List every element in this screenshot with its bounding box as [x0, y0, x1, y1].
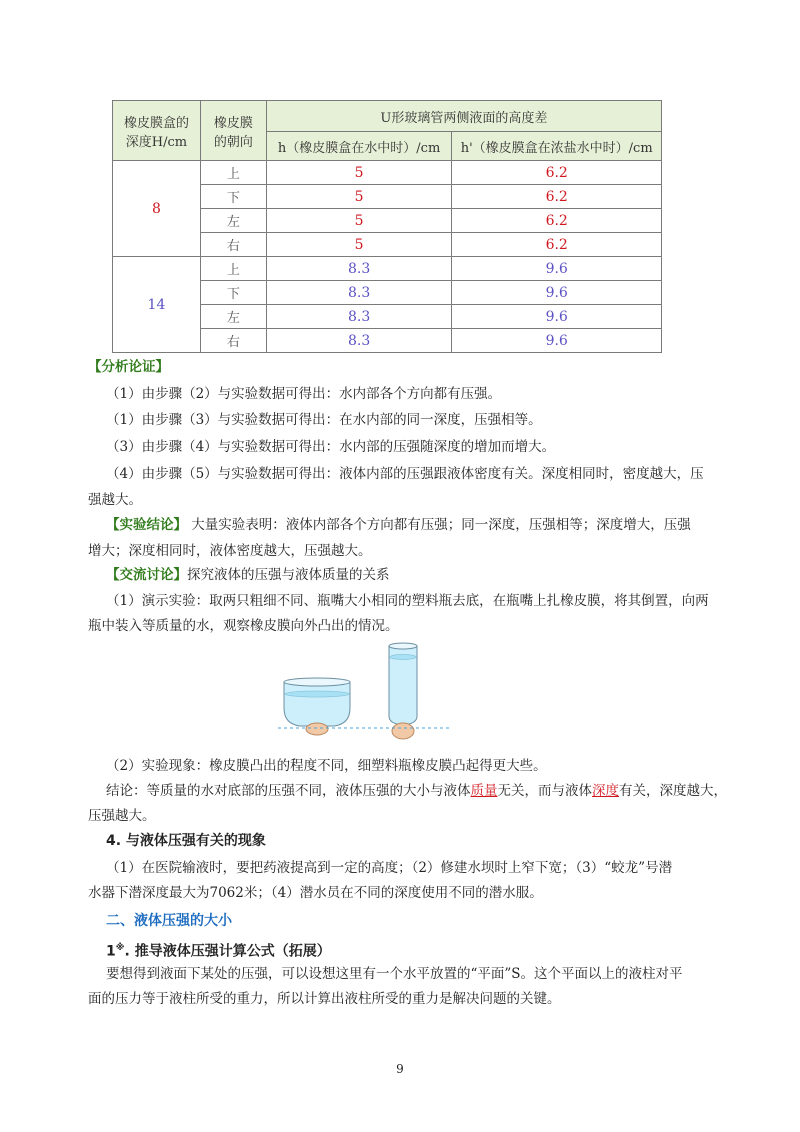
h2-cell: 9.6: [452, 305, 662, 329]
discussion-tag: 【交流讨论】: [106, 567, 187, 583]
direction-cell: 左: [200, 209, 266, 233]
direction-cell: 下: [200, 185, 266, 209]
direction-cell: 右: [200, 233, 266, 257]
conclusion-text-1: 大量实验表明：液体内部各个方向都有压强；同一深度，压强相等；深度增大，压强: [191, 517, 691, 533]
page-number: 9: [396, 1062, 404, 1076]
conclusion-line-1: [106, 514, 746, 536]
narrow-bottle: [389, 643, 417, 739]
analysis-item-4-cont: 强越大。: [88, 492, 142, 508]
analysis-item-3: （3）由步骤（4）与实验数据可得出：水内部的压强随深度的增加而增大。: [106, 439, 556, 455]
h-cell: 8.3: [266, 257, 452, 281]
analysis-heading: [88, 356, 728, 378]
phenomenon-line: （2）实验现象：橡皮膜凸出的程度不同，细塑料瓶橡皮膜凸起得更大些。: [106, 758, 547, 774]
direction-cell: 右: [200, 329, 266, 353]
discussion-title: 探究液体的压强与液体质量的关系: [187, 567, 390, 583]
pressure-data-table: [112, 100, 662, 353]
discussion-conclusion-2: 压强越大。: [88, 808, 156, 824]
conclusion-text-b: 无关，而与液体: [497, 783, 592, 799]
header-height-diff: U形玻璃管两侧液面的高度差: [266, 101, 661, 132]
demo-line-1: （1）演示实验：取两只粗细不同、瓶嘴大小相同的塑料瓶去底，在瓶嘴上扎橡皮膜，将其倒置，向两: [106, 593, 709, 609]
analysis-item-1: （1）由步骤（2）与实验数据可得出：水内部各个方向都有压强。: [106, 386, 502, 402]
section-1-number: 1: [106, 943, 116, 960]
conclusion-line-2: 增大；深度相同时，液体密度越大，压强越大。: [88, 543, 372, 559]
h2-cell: 9.6: [452, 329, 662, 353]
bottles-illustration: [276, 640, 456, 740]
header-h-water: h（橡皮膜盒在水中时）/cm: [266, 132, 452, 161]
section-4-line-1: （1）在医院输液时，要把药液提高到一定的高度；（2）修建水坝时上窄下宽；（3）“蛟龙”号潜: [106, 860, 673, 876]
analysis-tag: 【分析论证】: [88, 359, 169, 375]
header-direction: 橡皮膜的朝向: [200, 101, 266, 161]
h2-cell: 6.2: [452, 209, 662, 233]
table-row: [113, 161, 662, 185]
underlined-mass: 质量: [470, 783, 498, 799]
h-cell: 8.3: [266, 329, 452, 353]
direction-cell: 上: [200, 257, 266, 281]
h-cell: 5: [266, 161, 452, 185]
h-cell: 5: [266, 233, 452, 257]
section-1-line-2: 面的压力等于液柱所受的重力，所以计算出液柱所受的重力是解决问题的关键。: [88, 991, 561, 1007]
header-h-brine: h'（橡皮膜盒在浓盐水中时）/cm: [452, 132, 662, 161]
h-cell: 5: [266, 209, 452, 233]
demo-line-2: 瓶中装入等质量的水，观察橡皮膜向外凸出的情况。: [88, 618, 399, 634]
section-1-text: . 推导液体压强计算公式（拓展）: [124, 943, 331, 960]
h-cell: 8.3: [266, 305, 452, 329]
h2-cell: 6.2: [452, 233, 662, 257]
depth-cell: 8: [113, 161, 201, 257]
discussion-conclusion-1: [106, 780, 746, 802]
section-1-line-1: 要想得到液面下某处的压强，可以设想这里有一个水平放置的“平面”S。这个平面以上的液柱对平: [106, 966, 683, 982]
section-1-mark: ※: [115, 943, 125, 953]
underlined-depth: 深度: [592, 783, 619, 799]
section-4-line-2: 水器下潜深度最大为7062米；（4）潜水员在不同的深度使用不同的潜水服。: [88, 885, 543, 901]
analysis-item-2: （1）由步骤（3）与实验数据可得出：在水内部的同一深度，压强相等。: [106, 412, 542, 428]
conclusion-tag: 【实验结论】: [106, 517, 187, 533]
h-cell: 5: [266, 185, 452, 209]
header-depth: 橡皮膜盒的深度H/cm: [113, 101, 201, 161]
direction-cell: 上: [200, 161, 266, 185]
h2-cell: 9.6: [452, 281, 662, 305]
discussion-heading: [106, 564, 746, 586]
direction-cell: 下: [200, 281, 266, 305]
depth-cell: 14: [113, 257, 201, 353]
direction-cell: 左: [200, 305, 266, 329]
h2-cell: 6.2: [452, 185, 662, 209]
table-row: [113, 257, 662, 281]
h2-cell: 6.2: [452, 161, 662, 185]
h2-cell: 9.6: [452, 257, 662, 281]
section-b-title: 二、液体压强的大小: [106, 913, 232, 929]
analysis-item-4: （4）由步骤（5）与实验数据可得出：液体内部的压强跟液体密度有关。深度相同时，密度越大，压: [106, 466, 704, 482]
section-4-title: 4. 与液体压强有关的现象: [106, 833, 266, 849]
h-cell: 8.3: [266, 281, 452, 305]
section-1-title: [106, 937, 746, 963]
conclusion-text-c: 有关，深度越大，: [619, 783, 727, 799]
wide-bottle: [284, 678, 350, 735]
conclusion-text-a: 结论：等质量的水对底部的压强不同，液体压强的大小与液体: [106, 783, 471, 799]
